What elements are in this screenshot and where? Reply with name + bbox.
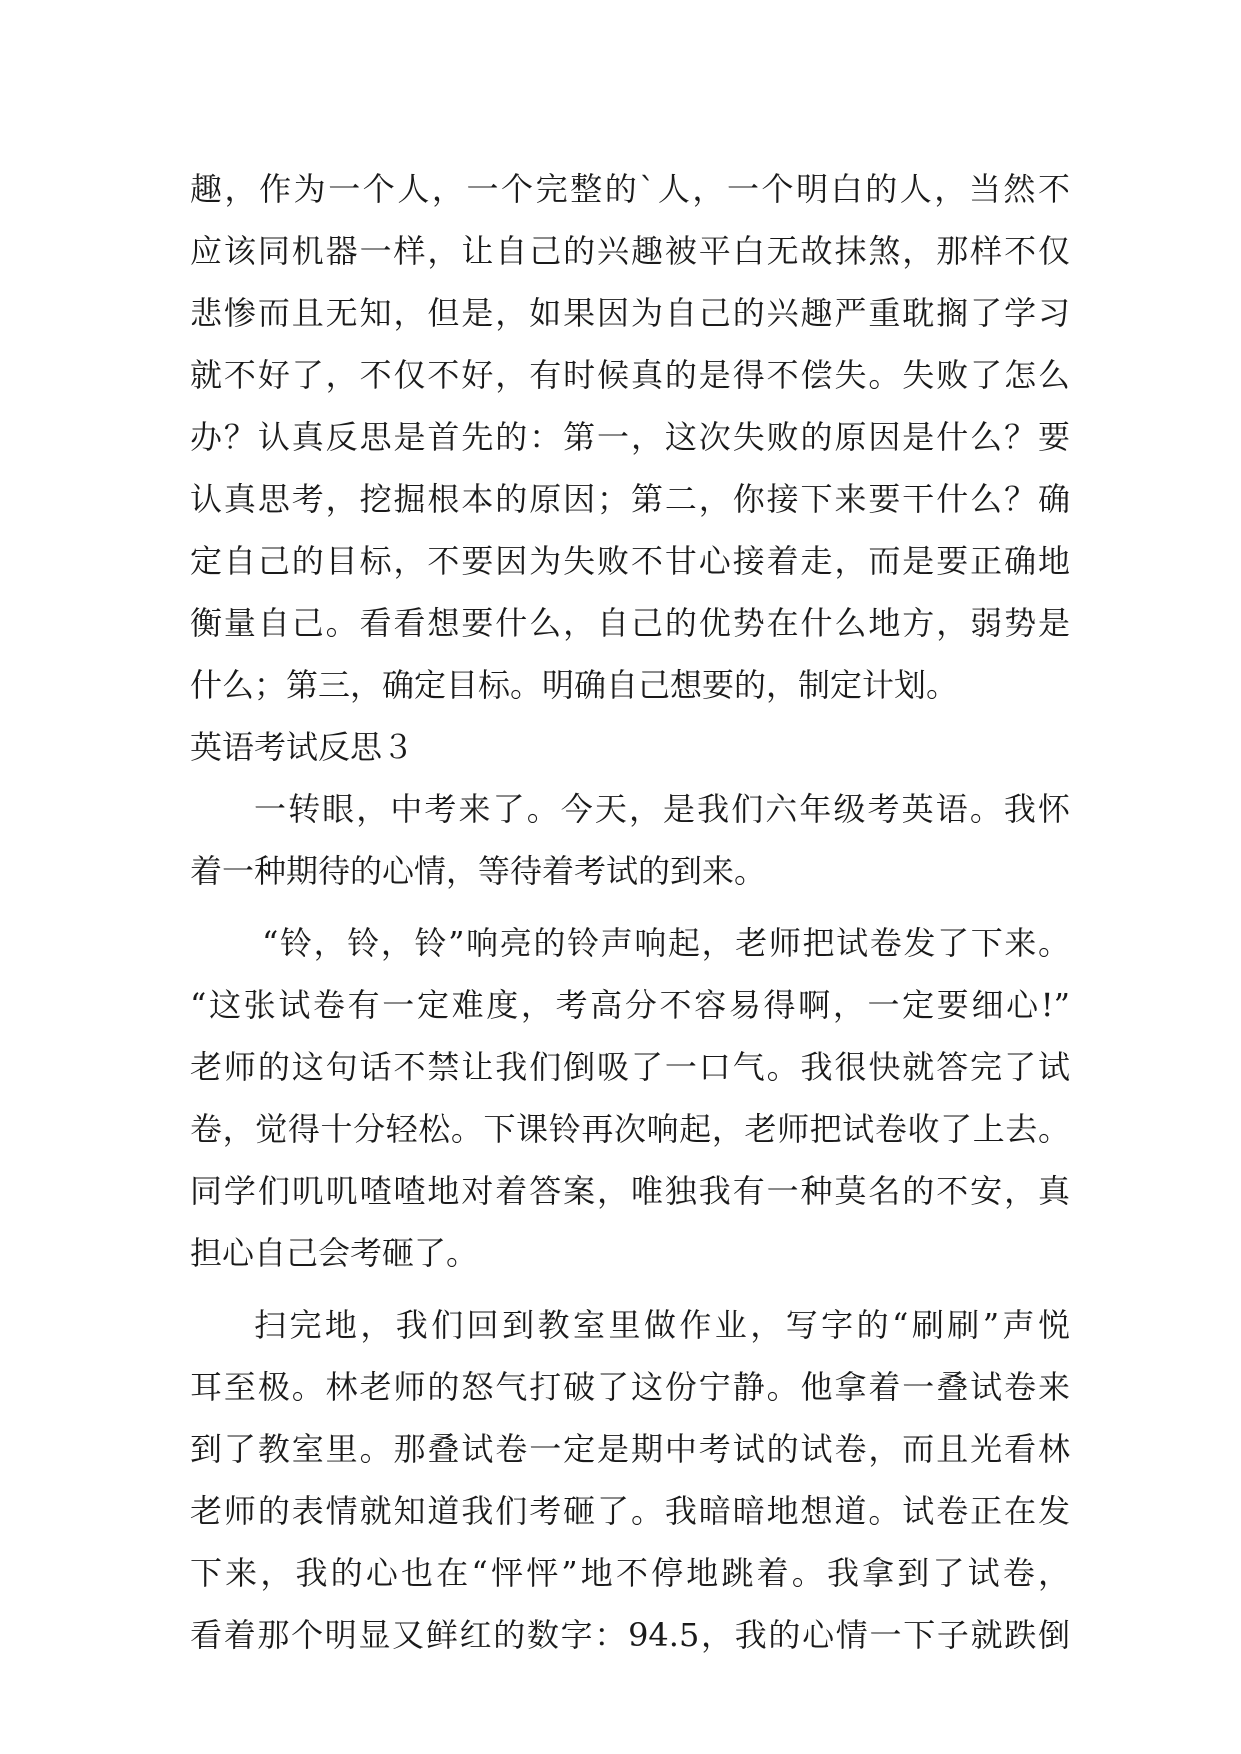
paragraph [190, 1294, 1070, 1666]
text-line: “这张试卷有一定难度，考高分不容易得啊，一定要细心!” [190, 986, 1070, 1024]
text-line: 应该同机器一样，让自己的兴趣被平白无故抹煞，那样不仅 [190, 232, 1070, 270]
text-line: 担心自己会考砸了。 [190, 1234, 479, 1272]
text-line: 老师的表情就知道我们考砸了。我暗暗地想道。试卷正在发 [190, 1492, 1070, 1530]
section-heading: 英语考试反思３ [190, 728, 415, 766]
paragraph [190, 158, 1070, 716]
text-line: 趣，作为一个人，一个完整的`人，一个明白的人，当然不 [190, 170, 1070, 208]
text-line: 到了教室里。那叠试卷一定是期中考试的试卷，而且光看林 [190, 1430, 1070, 1468]
text-line: 认真思考，挖掘根本的原因；第二，你接下来要干什么？确 [190, 480, 1070, 518]
text-line: 定自己的目标，不要因为失败不甘心接着走，而是要正确地 [190, 542, 1070, 580]
document-page [190, 158, 1070, 1666]
text-line: 看着那个明显又鲜红的数字：94.5，我的心情一下子就跌倒 [190, 1616, 1070, 1654]
text-line: 悲惨而且无知，但是，如果因为自己的兴趣严重耽搁了学习 [190, 294, 1070, 332]
text-line: 扫完地，我们回到教室里做作业，写字的“刷刷”声悦 [254, 1306, 1070, 1344]
text-line: 下来，我的心也在“怦怦”地不停地跳着。我拿到了试卷， [190, 1554, 1070, 1592]
text-line: 着一种期待的心情，等待着考试的到来。 [190, 852, 767, 890]
text-line: 衡量自己。看看想要什么，自己的优势在什么地方，弱势是 [190, 604, 1070, 642]
text-line: 同学们叽叽喳喳地对着答案，唯独我有一种莫名的不安，真 [190, 1172, 1070, 1210]
paragraph [190, 912, 1070, 1284]
text-line: 一转眼，中考来了。今天，是我们六年级考英语。我怀 [254, 790, 1070, 828]
text-line: 卷，觉得十分轻松。下课铃再次响起，老师把试卷收了上去。 [190, 1110, 1070, 1148]
text-line: 办？认真反思是首先的：第一，这次失败的原因是什么？要 [190, 418, 1070, 456]
text-line: 就不好了，不仅不好，有时候真的是得不偿失。失败了怎么 [190, 356, 1070, 394]
text-line: “铃，铃，铃”响亮的铃声响起，老师把试卷发了下来。 [262, 924, 1070, 962]
paragraph [190, 778, 1070, 902]
text-line: 耳至极。林老师的怒气打破了这份宁静。他拿着一叠试卷来 [190, 1368, 1070, 1406]
text-line: 老师的这句话不禁让我们倒吸了一口气。我很快就答完了试 [190, 1048, 1070, 1086]
text-line: 什么；第三，确定目标。明确自己想要的，制定计划。 [190, 666, 959, 704]
